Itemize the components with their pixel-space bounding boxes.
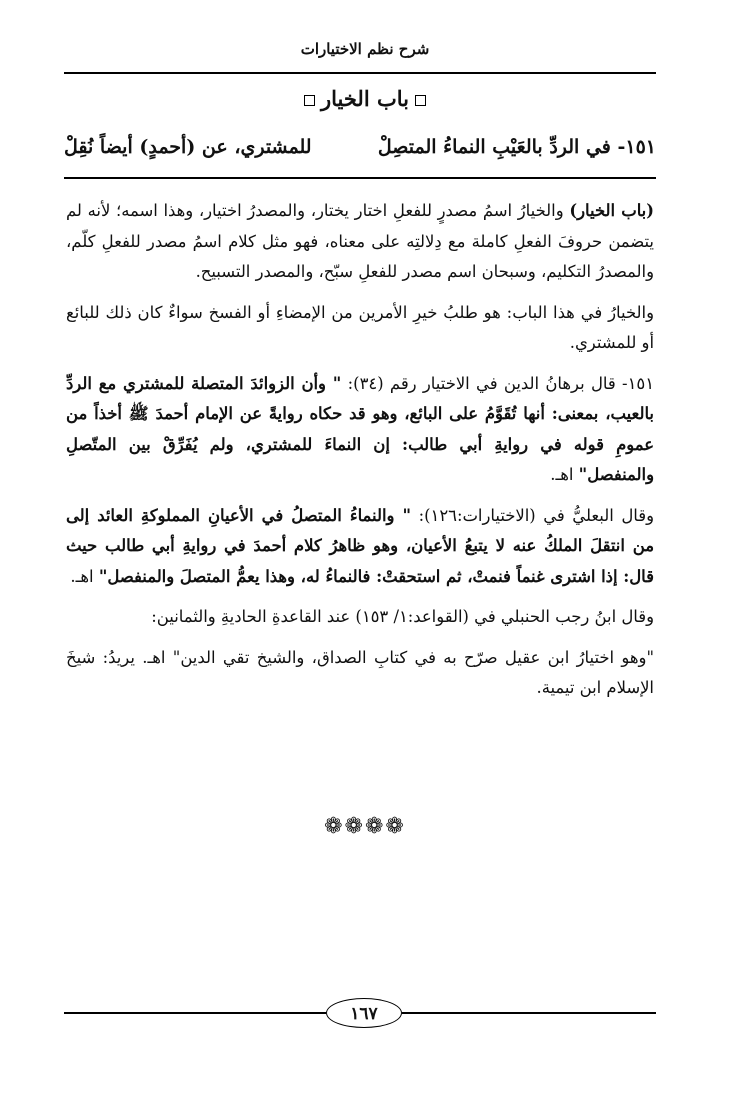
footer-rule-left: [64, 1012, 326, 1014]
poem-verse: [64, 136, 656, 158]
quotation: " وأن الزوائدَ المتصلة للمشتري مع الردِّ بالعيب، بمعنى: أنها تُقَوَّمُ على البائع، وهو قد حكاه روايةً عن الإمام أحمدَ ﷺ أخذاً من عمومِ قوله في روايةِ أبي طالب: إن النماءَ للمشتري، ولم يُفَرِّقْ بين المتّصلِ والمنفصل": [66, 373, 654, 484]
running-title: شرح نظم الاختيارات: [300, 40, 430, 58]
paragraph-text: "وهو اختيارُ ابن عقيل صرّح به في كتابِ الصداق، والشيخ تقي الدين" اهـ. يريدُ: شيخَ الإسلام ابن تيمية.: [66, 647, 654, 697]
flower-ornament-icon: ❁❁❁❁: [324, 814, 406, 839]
page-number: ١٦٧: [326, 998, 402, 1028]
paragraph: [66, 501, 654, 593]
square-bullet-icon: [415, 95, 426, 106]
paragraph-text: وقال ابنُ رجب الحنبلي في (القواعد:١/ ١٥٣) عند القاعدةِ الحاديةِ والثمانين:: [151, 607, 654, 626]
paragraph: [66, 196, 654, 288]
paragraph: [66, 643, 654, 704]
square-bullet-icon: [304, 95, 315, 106]
paragraph-intro: وقال البعليُّ في (الاختيارات:١٢٦):: [411, 505, 654, 525]
paragraph-end: اهـ.: [550, 465, 579, 484]
paragraph-text: والخيارُ اسمُ مصدرٍ للفعلِ اختار يختار، والمصدرُ اختيار، وهذا اسمه؛ لأنه لم يتضمن حروفَ الفعلِ كاملة مع دِلالتِه على معناه، فهو مثل كلام اسمُ مصدر للفعلِ كلّم، والمصدرُ التكليم، وسبحان اسم مصدر للفعلِ سبّح، والمصدر التسبيح.: [66, 201, 654, 281]
verse-rule: [64, 177, 656, 179]
verse-second-hemistich: للمشتري، عن (أحمدٍ) أيضاً نُقِلْ: [64, 136, 312, 158]
paragraph: [66, 298, 654, 359]
paragraph-intro: ١٥١- قال برهانُ الدين في الاختيار رقم (٣٤):: [341, 373, 655, 393]
footer-rule-right: [402, 1012, 656, 1014]
paragraph-text: والخيارُ في هذا الباب: هو طلبُ خيرِ الأمرين من الإمضاءِ أو الفسخ سواءٌ كان ذلك للبائع أو للمشتري.: [66, 302, 654, 352]
paragraph-lead: (باب الخيار): [569, 201, 654, 220]
quotation: " والنماءُ المتصلُ في الأعيانِ المملوكةِ العائد إلى من انتقلَ الملكُ عنه لا يتبعُ الأعيان، وهو ظاهرُ كلام أحمدَ في روايةِ أبي طالب حيث قال: إذا اشترى غنماً فنمتْ، ثم استحقتْ: فالنماءُ له، وهذا يعمُّ المتصلَ والمنفصل": [66, 505, 654, 586]
chapter-heading: [0, 86, 730, 111]
chapter-title-text: باب الخيار: [321, 86, 409, 111]
header-rule: [64, 72, 656, 74]
paragraph: [66, 369, 654, 491]
commentary-body: [66, 196, 654, 714]
paragraph: [66, 602, 654, 633]
verse-first-hemistich: ١٥١- في الردِّ بالعَيْبِ النماءُ المتصِلْ: [377, 136, 656, 158]
paragraph-end: اهـ.: [70, 566, 99, 586]
